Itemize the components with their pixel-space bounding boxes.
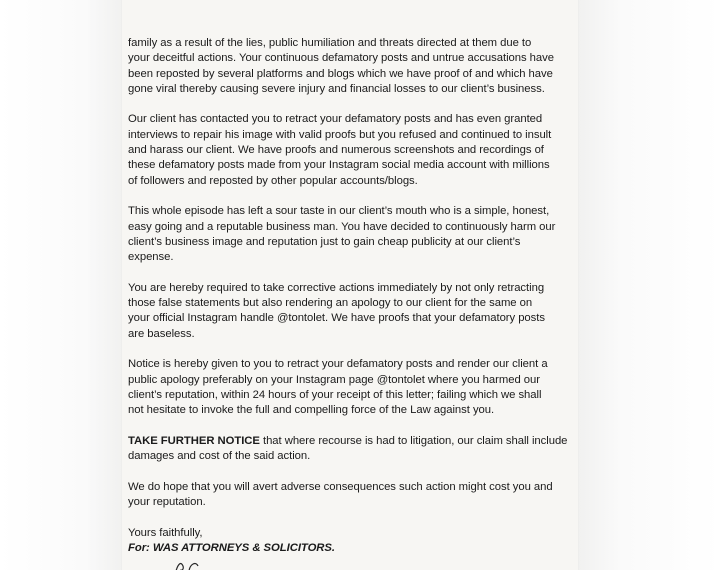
text-line: and harass our client. We have proofs and numerous screenshots and recordings of xyxy=(128,144,544,157)
text-line: interviews to repair his image with valid proofs but you refused and continued to insult xyxy=(128,128,552,141)
text-line: family as a result of the lies, public humiliation and threats directed at them due to xyxy=(128,37,532,49)
text-line: client’s reputation, within 24 hours of your receipt of this letter; failing which we shall xyxy=(128,388,542,401)
firm-signature-line: For: WAS ATTORNEYS & SOLICITORS. xyxy=(128,541,335,554)
paragraph-further-notice xyxy=(128,434,568,465)
letter-body xyxy=(128,36,568,556)
text-line: client’s business image and reputation just to gain cheap publicity at our client’s xyxy=(128,235,521,248)
left-margin xyxy=(0,0,122,570)
paragraph-sour-taste xyxy=(128,204,556,265)
text-line: Our client has contacted you to retract your defamatory posts and has even granted xyxy=(128,113,543,126)
text-line: easy going and a reputable business man. You have decided to continuously harm our xyxy=(128,220,556,233)
text-line: are baseless. xyxy=(128,327,195,340)
further-notice-heading: TAKE FURTHER NOTICE xyxy=(128,434,260,447)
handwritten-signature xyxy=(172,558,212,570)
paragraph-corrective-actions xyxy=(128,281,552,342)
closing-block xyxy=(128,526,552,557)
text-line xyxy=(128,434,568,449)
text-line: your official Instagram handle @tontolet. We have proofs that your defamatory posts xyxy=(128,312,545,325)
text-line: not hesitate to invoke the full and compelling force of the Law against you. xyxy=(128,404,495,417)
text-fragment: that where recourse is had to litigation, our claim shall include xyxy=(259,434,568,447)
text-line: those false statements but also rendering an apology to our client for the same on xyxy=(128,297,533,310)
closing-salutation: Yours faithfully, xyxy=(128,526,203,539)
text-line: You are hereby required to take corrective actions immediately by not only retracting xyxy=(128,281,545,294)
text-line: We do hope that you will avert adverse consequences such action might cost you and xyxy=(128,480,553,493)
text-line: your reputation. xyxy=(128,495,206,508)
paragraph-hope xyxy=(128,480,552,511)
text-line: public apology preferably on your Instagram page @tontolet where you harmed our xyxy=(128,373,540,386)
right-margin xyxy=(578,0,720,570)
text-line: expense. xyxy=(128,251,174,264)
text-line: these defamatory posts made from your Instagram social media account with millions xyxy=(128,159,550,172)
text-line: gone viral thereby causing severe injury and financial losses to our client’s business. xyxy=(128,82,545,95)
paragraph-client-contact xyxy=(128,112,552,188)
text-line: been reposted by several platforms and blogs which we have proof of and which have xyxy=(128,67,553,80)
text-line: damages and cost of the said action. xyxy=(128,450,311,463)
text-line: of followers and reposted by other popular accounts/blogs. xyxy=(128,174,418,187)
text-line: your deceitful actions. Your continuous defamatory posts and untrue accusations have xyxy=(128,52,554,65)
text-line: This whole episode has left a sour taste in our client’s mouth who is a simple, honest, xyxy=(128,205,550,218)
paragraph-defamation-impact xyxy=(128,36,552,97)
text-line: Notice is hereby given to you to retract your defamatory posts and render our client a xyxy=(128,358,548,371)
paragraph-notice xyxy=(128,357,552,418)
